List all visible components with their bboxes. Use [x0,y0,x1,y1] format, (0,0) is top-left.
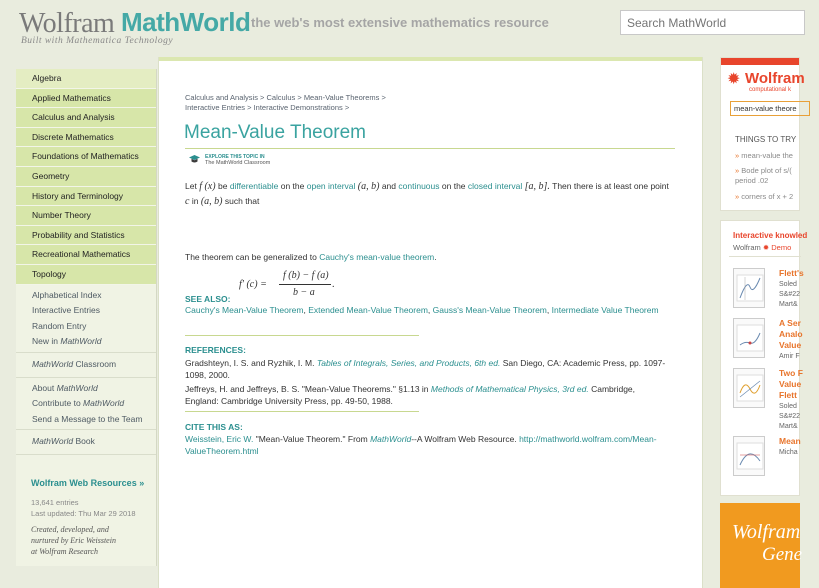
nav-about-section [16,378,156,430]
demo-author: Soled S&#22 Mart& [779,403,801,430]
demo-thumbnail [733,268,765,308]
reference-2: Jeffreys, H. and Jeffreys, B. S. "Mean-Value Theorems." §1.13 in Methods of Mathematical Physics, 3rd ed. Cambridge, England: Cambridge University Press, pp. 49-50, 1988. [185,384,636,406]
references-heading: REFERENCES: [185,345,246,355]
credits-line: at Wolfram Research [31,547,98,556]
fraction-bar [279,284,331,285]
demo-thumbnail [733,436,765,476]
wolfram-star-icon: ✹ [727,71,741,88]
closed-interval-link[interactable]: closed interval [467,181,523,191]
theorem-statement: Let f (x) be differentiable on the open interval (a, b) and continuous on the closed interval [a, b]. Then there is at least one point c in (a, b) such that [185,181,669,207]
demo-item[interactable] [733,436,801,496]
breadcrumb[interactable]: Interactive Entries > Interactive Demonstrations > [185,103,350,112]
promo-text: Wolfram [732,521,801,543]
demo-author: Micha [779,449,798,456]
citation-url-link[interactable]: http://mathworld.wolfram.com/Mean-ValueTheorem.html [185,434,657,456]
section-divider [185,411,419,412]
demo-title: Flett's [779,268,804,278]
title-divider [185,148,675,149]
nav-topic-geometry[interactable]: Geometry [16,167,156,187]
header [0,0,800,52]
nav-mathworld-book[interactable]: MathWorld Book [32,436,95,447]
site-stats [31,497,136,519]
demo-title: A Ser Analo Value [779,318,803,350]
see-also-link[interactable]: Intermediate Value Theorem [551,305,659,315]
try-item[interactable]: » corners of x + 2 [735,192,794,201]
mathworld-link[interactable]: MathWorld [370,434,412,444]
tagline: the web's most extensive mathematics resource [251,15,549,30]
nav-send-message[interactable]: Send a Message to the Team [32,413,143,424]
breadcrumb[interactable]: Calculus and Analysis > Calculus > Mean-Value Theorems > [185,93,386,102]
nav-about[interactable]: About MathWorld [32,382,98,393]
nav-topic-calculus-and-analysis[interactable]: Calculus and Analysis [16,108,156,128]
wolfram-alpha-subtitle: computational k [749,87,792,93]
wolfram-promo-banner[interactable] [720,503,803,588]
wolfram-alpha-input[interactable]: mean-value theore [730,101,810,116]
try-item[interactable]: » mean-value the [735,151,793,160]
see-also-link[interactable]: Extended Mean-Value Theorem [308,305,428,315]
demo-title: Two F Value Flett [779,368,803,400]
try-item[interactable]: » Bode plot of s/( [735,166,792,175]
nav-topic-history[interactable]: History and Terminology [16,187,156,207]
nav-topic-foundations[interactable]: Foundations of Mathematics [16,147,156,167]
nav-mathworld-classroom[interactable]: MathWorld Classroom [32,358,117,369]
demo-thumbnail [733,368,765,408]
interactive-knowledge-heading: Interactive knowled [733,231,808,240]
explore-label: EXPLORE THIS TOPIC IN [205,154,265,160]
page-title: Mean-Value Theorem [184,122,367,143]
nav-interactive-entries[interactable]: Interactive Entries [32,305,101,316]
see-also-heading: SEE ALSO: [185,294,231,304]
nav-topic-topology[interactable]: Topology [16,265,156,285]
explore-classroom-link[interactable] [189,154,309,168]
credits [31,524,116,557]
formula-denominator: b − a [293,287,315,298]
widget-top-bar [721,58,799,65]
nav-alphabetical-index[interactable]: Alphabetical Index [32,289,102,300]
nav-topic-discrete-mathematics[interactable]: Discrete Mathematics [16,128,156,148]
search-input[interactable] [620,10,805,35]
open-interval-link[interactable]: open interval [306,181,356,191]
wolfram-alpha-widget [720,57,805,211]
formula-lhs: f′ (c) = [239,279,267,290]
differentiable-link[interactable]: differentiable [229,181,279,191]
wolfram-demonstrations-label[interactable]: Wolfram ✹ Demo [733,243,792,252]
continuous-link[interactable]: continuous [398,181,440,191]
nav-new-in-mathworld[interactable]: New in MathWorld [32,336,102,347]
nav-index-section [16,285,156,352]
try-item-continued[interactable]: period .02 [735,176,769,185]
cauchy-mvt-link[interactable]: Cauchy's mean-value theorem [319,252,435,262]
nav-topic-number-theory[interactable]: Number Theory [16,206,156,226]
reference-link[interactable]: Tables of Integrals, Series, and Products, 6th ed. [316,358,501,368]
demonstrations-star-icon: ✹ [762,243,770,252]
arrow-icon: » [735,192,742,201]
see-also-link[interactable]: Gauss's Mean-Value Theorem [432,305,547,315]
reference-1: Gradshteyn, I. S. and Ryzhik, I. M. Tables of Integrals, Series, and Products, 6th ed. San Diego, CA: Academic Press, pp. 1097- 1098, 2000. [185,358,666,380]
arrow-icon: » [735,166,742,175]
section-divider [185,335,419,336]
cite-heading: CITE THIS AS: [185,422,243,432]
citation: Weisstein, Eric W. "Mean-Value Theorem." From MathWorld--A Wolfram Web Resource. http://mathworld.wolfram.com/Mean-ValueTheorem.html [185,434,657,456]
formula-numerator: f (b) − f (a) [283,270,329,281]
generalization-text: The theorem can be generalized to Cauchy's mean-value theorem. [185,252,437,262]
main-content [158,57,703,588]
demo-author: Amir F [779,353,800,360]
demo-item[interactable] [733,368,801,428]
nav-topic-applied-mathematics[interactable]: Applied Mathematics [16,89,156,109]
left-nav [16,69,157,566]
nav-topic-recreational[interactable]: Recreational Mathematics [16,245,156,265]
divider [16,454,156,455]
main-top-border [159,57,702,61]
entry-count: 13,641 entries [31,498,79,507]
things-to-try-heading: THINGS TO TRY [735,135,797,144]
reference-link[interactable]: Methods of Mathematical Physics, 3rd ed. [430,384,589,394]
logo-mathworld[interactable]: MathWorld [121,7,251,37]
nav-contribute[interactable]: Contribute to MathWorld [32,398,125,409]
mean-value-formula [239,270,389,300]
logo-wolfram[interactable]: Wolfram [19,8,115,39]
nav-random-entry[interactable]: Random Entry [32,320,87,331]
see-also-list: Cauchy's Mean-Value Theorem, Extended Mean-Value Theorem, Gauss's Mean-Value Theorem, Intermediate Value Theorem [185,305,659,315]
demo-author: Soled S&#22 Mart& [779,281,801,308]
graduation-cap-icon [189,154,200,165]
author-link[interactable]: Weisstein, Eric W. [185,434,254,444]
last-updated: Last updated: Thu Mar 29 2018 [31,509,136,518]
demo-thumbnail [733,318,765,358]
explore-classroom-name: The MathWorld Classroom [205,160,271,166]
credits-line: nurtured by Eric Weisstein [31,536,116,545]
interactive-knowledge-widget [720,220,808,496]
credits-line: Created, developed, and [31,525,109,534]
arrow-icon: » [735,151,742,160]
see-also-link[interactable]: Cauchy's Mean-Value Theorem [185,305,304,315]
nav-topic-algebra[interactable]: Algebra [16,69,156,89]
logo-subtitle: Built with Mathematica Technology [21,36,174,46]
demo-title: Mean [779,436,801,446]
formula-period: . [332,279,335,290]
nav-topic-probability[interactable]: Probability and Statistics [16,226,156,246]
divider [729,256,801,257]
promo-text: Gene [762,544,803,565]
wolfram-web-resources-link[interactable]: Wolfram Web Resources » [31,478,145,488]
wolfram-alpha-logo[interactable]: Wolfram [745,70,805,87]
